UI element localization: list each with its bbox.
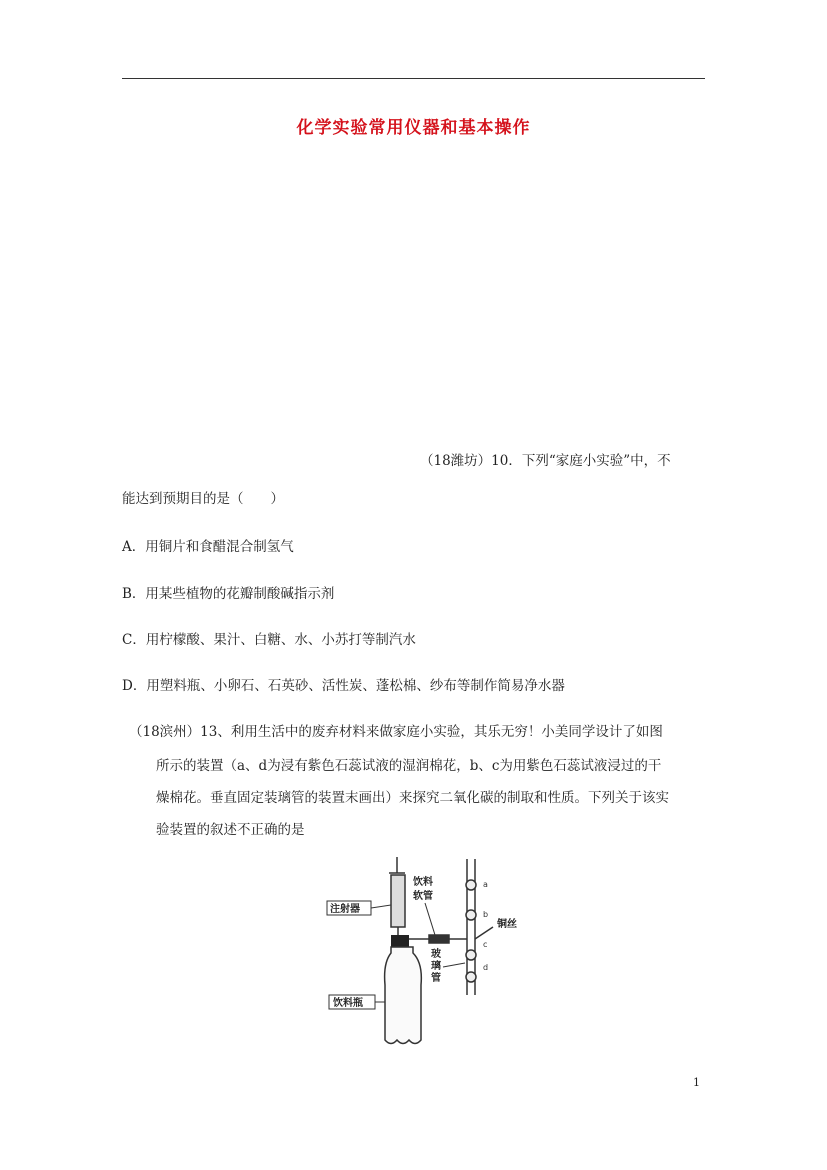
question-10-head: （18潍坊）10．下列“家庭小实验”中，不 bbox=[420, 453, 671, 469]
question-13-line: 所示的装置（a、d为浸有紫色石蕊试液的湿润棉花，b、c为用紫色石蕊试液浸过的干 bbox=[156, 758, 662, 774]
option-b: B．用某些植物的花瓣制酸碱指示剂 bbox=[122, 586, 335, 602]
question-13-line: （18滨州）13、利用生活中的废弃材料来做家庭小实验，其乐无穷！小美同学设计了如图 bbox=[129, 724, 663, 740]
syringe-drawing bbox=[389, 857, 405, 935]
label-bottle: 饮料瓶 bbox=[333, 998, 363, 1009]
label-d: d bbox=[483, 963, 489, 972]
label-glass-tube-3: 管 bbox=[431, 973, 441, 984]
label-copper-wire: 铜丝 bbox=[497, 919, 517, 930]
label-soft-tube-2: 软管 bbox=[413, 891, 433, 902]
option-d: D．用塑料瓶、小卵石、石英砂、活性炭、蓬松棉、纱布等制作简易净水器 bbox=[122, 678, 565, 694]
question-13-line: 燥棉花。垂直固定装璃管的装置末画出）来探究二氧化碳的制取和性质。下列关于该实 bbox=[156, 790, 669, 806]
option-a: A．用铜片和食醋混合制氢气 bbox=[122, 539, 294, 555]
label-c: c bbox=[483, 940, 488, 949]
question-13-line: 验装置的叙述不正确的是 bbox=[156, 822, 305, 838]
label-a: a bbox=[483, 880, 488, 889]
soft-tube-drawing bbox=[409, 935, 467, 943]
label-glass-tube-1: 玻 bbox=[431, 949, 441, 960]
bottle-stopper bbox=[391, 935, 409, 947]
apparatus-figure bbox=[325, 855, 535, 1055]
bottle-drawing bbox=[385, 947, 422, 1044]
page-title: 化学实验常用仪器和基本操作 bbox=[296, 118, 531, 138]
option-c: C．用柠檬酸、果汁、白糖、水、小苏打等制汽水 bbox=[122, 632, 416, 648]
blank-image-area bbox=[150, 180, 690, 340]
header-rule bbox=[122, 78, 705, 79]
label-soft-tube-1: 饮料 bbox=[413, 877, 433, 888]
label-glass-tube-2: 璃 bbox=[431, 961, 441, 972]
glass-tube-drawing bbox=[466, 859, 493, 995]
question-10-continuation: 能达到预期目的是（ ） bbox=[122, 491, 284, 507]
label-b: b bbox=[483, 910, 489, 919]
page-number: 1 bbox=[693, 1076, 700, 1089]
label-syringe: 注射器 bbox=[330, 904, 360, 915]
